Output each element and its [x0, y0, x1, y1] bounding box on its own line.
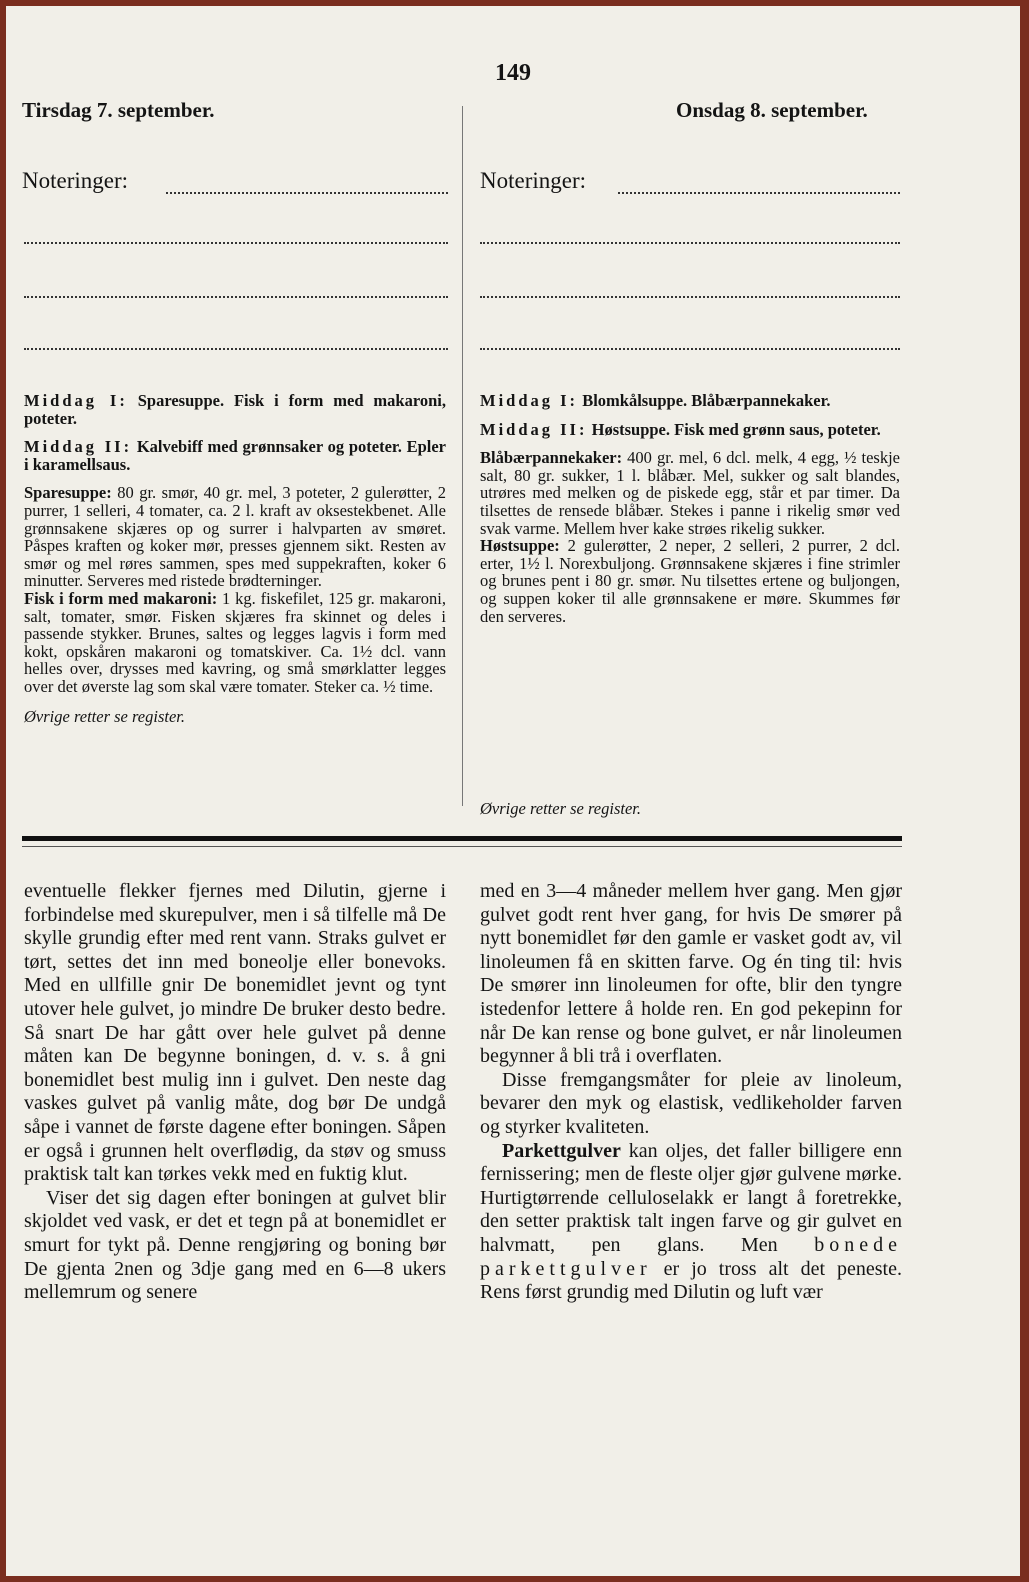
right-notes-label: Noteringer: [480, 168, 587, 193]
left-menu-2-prefix: Middag II: [24, 437, 133, 457]
left-notes-line-1 [166, 192, 448, 194]
bonede-parkettgulver-term: bonede parkettgulver [480, 1233, 902, 1280]
left-recipe-1 [24, 484, 446, 590]
article-right-paragraph-2: Disse fremgangsmåter for pleie av linoleum, bevarer den myk og elastisk, vedlikeholder farven og styrker kvaliteten. [480, 1068, 902, 1138]
right-menu-1 [480, 392, 900, 410]
right-menu-2-text: Høstsuppe. Fisk med grønn saus, poteter. [591, 419, 881, 439]
left-notes-line-3 [24, 296, 448, 298]
left-menu-1-text: Sparesuppe. Fisk i form med makaroni, poteter. [24, 391, 446, 428]
right-recipe-1 [480, 449, 900, 537]
article-right-column [480, 880, 902, 1305]
right-recipe-1-text: 400 gr. mel, 6 dcl. melk, 4 egg, ½ teskje salt, 80 gr. sukker, 1 l. blåbær. Mel, sukker og salt blandes, utrøres med melken og de piskede egg, står et par timer. Da tilsettes de rensede blåbær. Stekes i panne i rikelig smør ved svak varme. Mellem hver kake strøes rikelig sukker. [480, 448, 900, 538]
right-notes-line-2 [480, 242, 900, 244]
article-left-column [24, 880, 446, 1305]
right-menu-1-prefix: Middag I: [480, 391, 579, 410]
right-recipe-2-title: Høstsuppe: [480, 536, 560, 556]
left-day-menus [24, 392, 446, 725]
left-menu-2 [24, 438, 446, 473]
right-notes-line-3 [480, 296, 900, 298]
left-notes-line-2 [24, 242, 448, 244]
article-right-paragraph-1: med en 3—4 måneder mellem hver gang. Men gjør gulvet godt rent hver gang, for hvis De smører på nytt bonemidlet før den gamle er vasket godt av, vil linoleumen få en skitten farve. Og én ting til: hvis De smører inn linoleumen for ofte, blir den tyngre istedenfor lettere å holde ren. En god pekepinn for når De kan rense og bone gulvet, er når linoleumen begynner å bli trå i overflaten. [480, 880, 902, 1068]
right-recipe-2-text: 2 gulerøtter, 2 neper, 2 selleri, 2 purrer, 2 dcl. erter, 1½ l. Norexbuljong. Grønnsakene skjæres i fine strimler og brunes pent i 80 gr. smør. Nu tilsettes ertene og buljongen, og suppen koker til alle grønnsakene er møre. Skummes før den serveres. [480, 536, 900, 626]
left-notes-label: Noteringer: [22, 168, 129, 193]
left-notes-line-4 [24, 348, 448, 350]
parkettgulver-term: Parkettgulver [502, 1139, 621, 1162]
article-left-paragraph-1: eventuelle flekker fjernes med Dilutin, gjerne i forbindelse med skurepulver, men i så tilfelle må De skylle grundig efter med rent vann. Straks gulvet er tørt, settes det inn med boneolje eller bonevoks. Med en ullfille gnir De bonemidlet jevnt og tynt utover hele gulvet, jo mindre De bruker desto bedre. Så snart De har gått over hele gulvet på denne måten kan De begynne boningen, d. v. s. å gni bonemidlet best mulig inn i gulvet. Den neste dag vaskes gulvet på vanlig måte, dog bør De undgå såpe i vannet de første dagene efter boningen. Såpen er også i grunnen helt overflødig, da støv og smuss praktisk talt kan tørkes vekk med en fuktig klut. [24, 880, 446, 1186]
article-right-paragraph-3-b: er jo tross alt det peneste. Rens først grundig med Dilutin og luft vær [480, 1257, 902, 1304]
left-recipe-2 [24, 590, 446, 696]
section-separator-thin [22, 846, 902, 847]
center-divider [462, 106, 463, 806]
book-page [6, 6, 1020, 1576]
section-separator-heavy [22, 836, 902, 841]
left-reference: Øvrige retter se register. [24, 706, 185, 726]
right-reference: Øvrige retter se register. [480, 799, 641, 818]
left-menu-1-prefix: Middag I: [24, 391, 128, 410]
page-number: 149 [495, 60, 531, 86]
right-recipe-2 [480, 537, 900, 625]
article-left-paragraph-2: Viser det sig dagen efter boningen at gulvet blir skjoldet ved vask, er det et tegn på at bonemidlet er smurt for tykt på. Denne rengjøring og boning bør De gjenta 2nen og 3dje gang med en 6—8 ukers mellemrum og senere [24, 1186, 446, 1304]
left-menu-2-text: Kalvebiff med grønnsaker og poteter. Epler i karamellsaus. [24, 437, 446, 474]
right-menu-2 [480, 421, 900, 439]
article-right-paragraph-3 [480, 1140, 902, 1305]
left-day-heading: Tirsdag 7. september. [22, 98, 215, 122]
article-right-paragraph-3-a: kan oljes, det faller billigere enn fernissering; men de fleste oljer gjør gulvene mørke. Hurtigtørrende celluloselakk er langt å foretrekke, den setter praktisk talt ingen farve og gir gulvet en halvmatt, pen glans. Men [480, 1139, 902, 1256]
left-recipe-2-title: Fisk i form med makaroni: [24, 588, 218, 608]
left-recipe-1-text: 80 gr. smør, 40 gr. mel, 3 poteter, 2 gulerøtter, 2 purrer, 1 selleri, 4 tomater, ca. 2 l. kraft av oksestekbenet. Alle grønnsakene skjæres op og surrer i halvparten av smøret. Påspes kraften og koker mør, presses gjennem sikt. Resten av smør og mel røres sammen, spes med suppekraften, koker 6 minutter. Serveres med ristede brødterninger. [24, 483, 446, 591]
right-notes-line-1 [618, 192, 900, 194]
left-recipe-1-title: Sparesuppe: [24, 483, 112, 503]
left-recipe-2-text: 1 kg. fiskefilet, 125 gr. makaroni, salt, tomater, smør. Fisken skjæres fra skinnet og deles i passende stykker. Brunes, saltes og legges lagvis i form med kokt, opskåren makaroni og tomatskiver. Ca. 1½ dcl. vann helles over, drysses med kavring, og små smørklatter legges over det øverste lag som skal være tomater. Steker ca. ½ time. [24, 588, 447, 696]
right-day-heading: Onsdag 8. september. [676, 98, 868, 122]
right-menu-2-prefix: Middag II: [480, 419, 588, 439]
right-day-menus [480, 392, 900, 625]
right-menu-1-text: Blomkålsuppe. Blåbærpannekaker. [582, 391, 831, 410]
right-notes-line-4 [480, 348, 900, 350]
left-menu-1 [24, 392, 446, 427]
right-reference-wrap [480, 800, 900, 818]
right-recipe-1-title: Blåbærpannekaker: [480, 448, 623, 468]
